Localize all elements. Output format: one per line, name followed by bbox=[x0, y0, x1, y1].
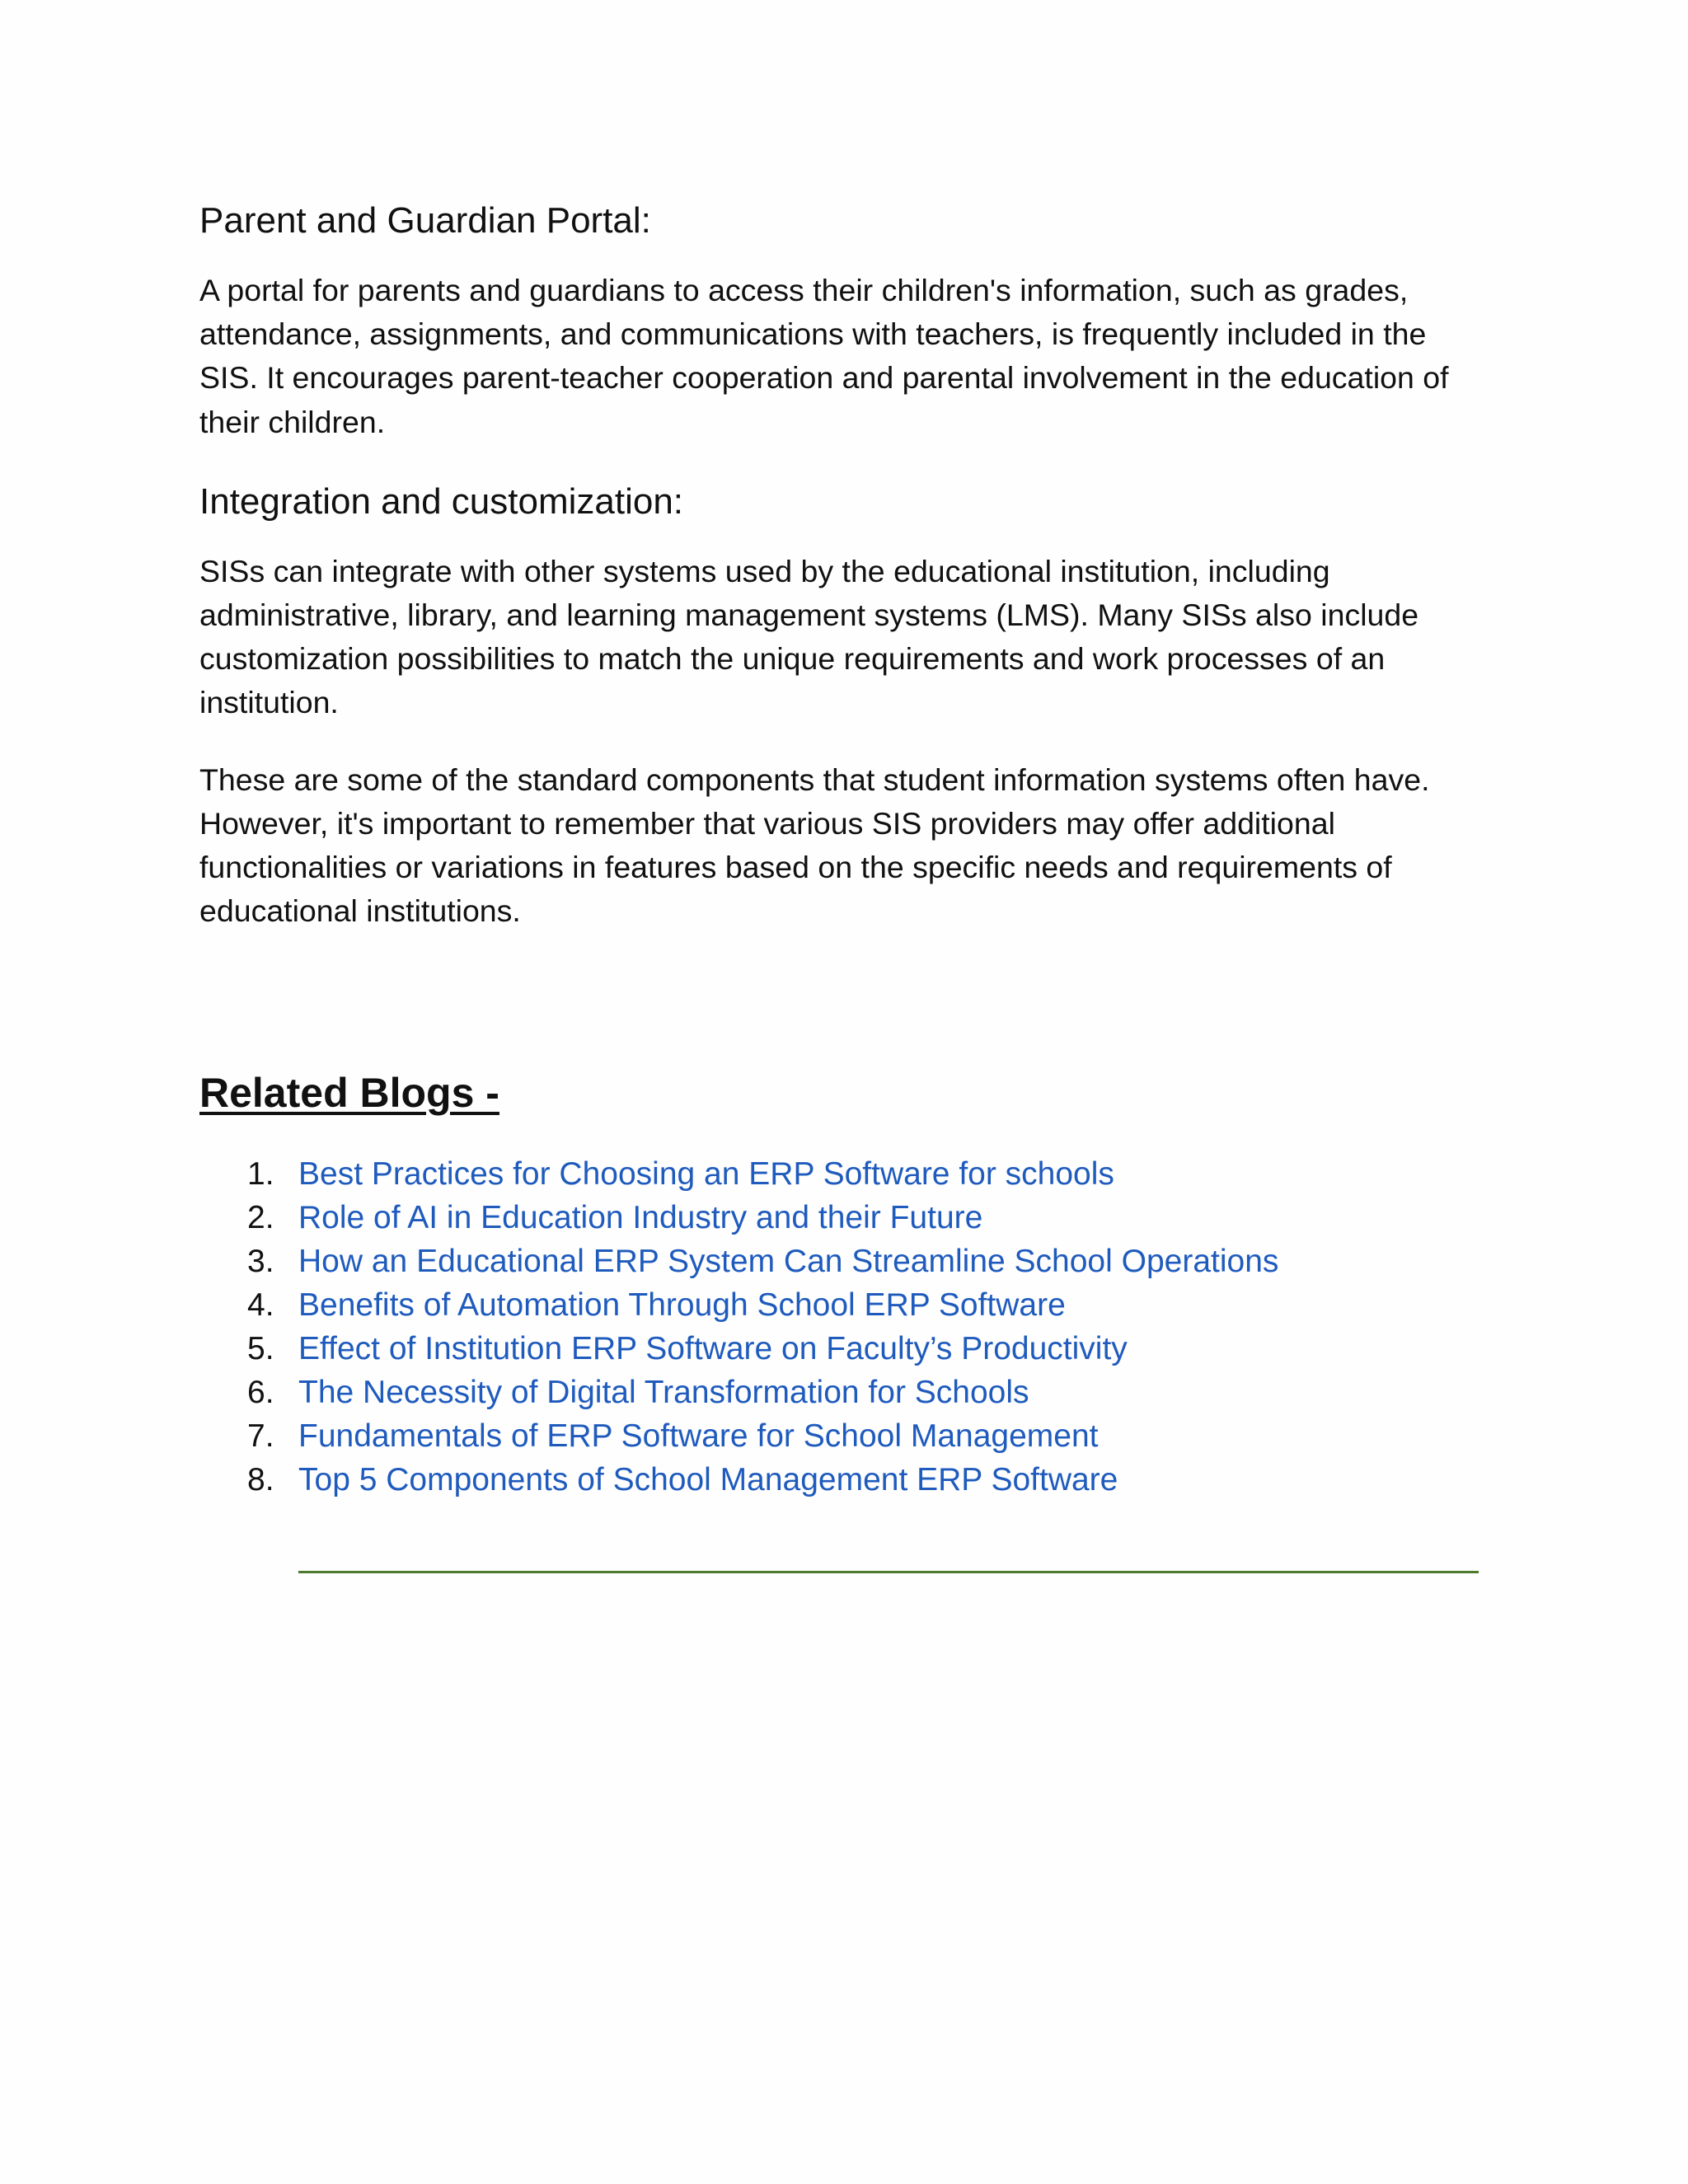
list-item bbox=[199, 1196, 1278, 1240]
blog-link-faculty-productivity[interactable]: Effect of Institution ERP Software on Faculty’s Productivity bbox=[298, 1331, 1128, 1366]
list-item bbox=[199, 1152, 1278, 1196]
list-item bbox=[199, 1371, 1278, 1414]
document-body bbox=[199, 196, 1485, 966]
list-number: 4. bbox=[247, 1287, 274, 1323]
paragraph-closing: These are some of the standard components that student information systems often have. However, it's important to remember that various SIS providers may offer additional functionalities or variations in features based on the specific needs and requirements of educational institutions. bbox=[199, 762, 1430, 929]
section-heading-parent-portal: Parent and Guardian Portal: bbox=[199, 200, 651, 241]
blog-link-digital-transformation[interactable]: The Necessity of Digital Transformation for Schools bbox=[298, 1375, 1029, 1410]
list-item bbox=[199, 1414, 1278, 1458]
horizontal-divider bbox=[298, 1571, 1479, 1573]
list-number: 8. bbox=[247, 1462, 274, 1497]
paragraph-integration: SISs can integrate with other systems used by the educational institution, including administrative, library, and learning management systems (LMS). Many SISs also include customization possibilities to match the unique requirements and work processes of an institution. bbox=[199, 553, 1419, 720]
blog-link-ai-education[interactable]: Role of AI in Education Industry and their Future bbox=[298, 1200, 983, 1235]
blog-link-top-components[interactable]: Top 5 Components of School Management ERP Software bbox=[298, 1462, 1118, 1497]
blog-link-automation-benefits[interactable]: Benefits of Automation Through School ERP Software bbox=[298, 1287, 1066, 1323]
blog-link-streamline-operations[interactable]: How an Educational ERP System Can Streamline School Operations bbox=[298, 1244, 1279, 1279]
list-number: 1. bbox=[247, 1156, 274, 1192]
related-blogs-list bbox=[199, 1152, 1278, 1502]
list-number: 2. bbox=[247, 1200, 274, 1235]
list-number: 6. bbox=[247, 1375, 274, 1410]
list-item bbox=[199, 1283, 1278, 1327]
list-item bbox=[199, 1327, 1278, 1371]
section-heading-integration: Integration and customization: bbox=[199, 480, 684, 522]
paragraph-parent-portal: A portal for parents and guardians to access their children's information, such as grades, attendance, assignments, and communications with teachers, is frequently included in the SIS. It encourages parent-teacher cooperation and parental involvement in the education of their children. bbox=[199, 273, 1449, 439]
list-item bbox=[199, 1458, 1278, 1502]
blog-link-erp-fundamentals[interactable]: Fundamentals of ERP Software for School Management bbox=[298, 1418, 1099, 1454]
related-blogs-title: Related Blogs - bbox=[199, 1070, 499, 1116]
list-number: 3. bbox=[247, 1244, 274, 1279]
list-number: 7. bbox=[247, 1418, 274, 1454]
blog-link-erp-best-practices[interactable]: Best Practices for Choosing an ERP Software for schools bbox=[298, 1156, 1114, 1192]
list-item bbox=[199, 1240, 1278, 1283]
list-number: 5. bbox=[247, 1331, 274, 1366]
